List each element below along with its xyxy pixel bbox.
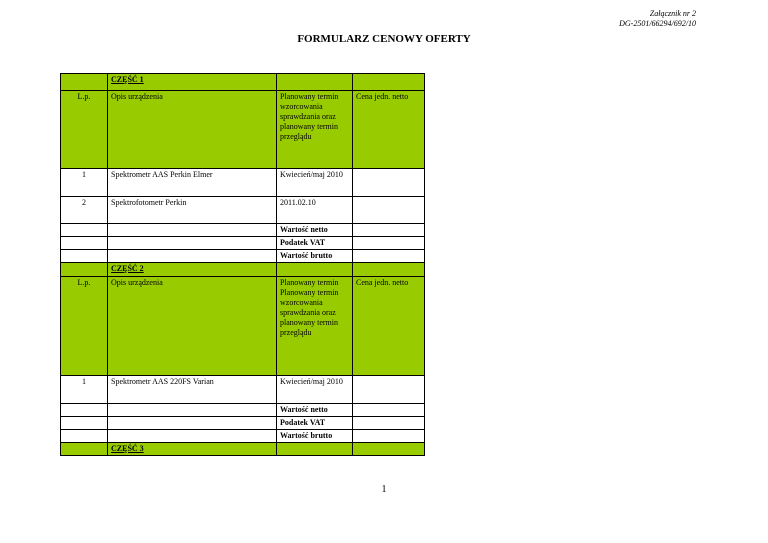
net-value-label: Wartość netto xyxy=(277,224,353,237)
part2-column-headers xyxy=(61,277,425,376)
gross-value-cell[interactable] xyxy=(353,250,425,263)
net-value-cell[interactable] xyxy=(353,224,425,237)
part2-vat-row xyxy=(61,417,425,430)
column-header-lp: L.p. xyxy=(61,277,108,376)
part3-heading: CZĘŚĆ 3 xyxy=(108,443,277,456)
gross-value-label: Wartość brutto xyxy=(277,250,353,263)
page-title: FORMULARZ CENOWY OFERTY xyxy=(297,33,471,45)
table-row xyxy=(61,169,425,197)
device-description: Spektrometr AAS 220FS Varian xyxy=(108,376,277,404)
part3-heading-row xyxy=(61,443,425,456)
column-header-planned-date: Planowany termin Planowany termin wzorcowania sprawdzania oraz planowany termin przeglądu xyxy=(277,277,353,376)
planned-date: 2011.02.10 xyxy=(277,197,353,224)
page-number: 1 xyxy=(381,484,387,495)
gross-value-label: Wartość brutto xyxy=(277,430,353,443)
vat-cell[interactable] xyxy=(353,417,425,430)
part1-heading: CZĘŚĆ 1 xyxy=(108,74,277,91)
part1-net-row xyxy=(61,224,425,237)
part1-vat-row xyxy=(61,237,425,250)
part2-heading-row xyxy=(61,263,425,277)
row-number: 2 xyxy=(61,197,108,224)
table-row xyxy=(61,197,425,224)
planned-date: Kwiecień/maj 2010 xyxy=(277,169,353,197)
net-value-cell[interactable] xyxy=(353,404,425,417)
vat-label: Podatek VAT xyxy=(277,237,353,250)
price-form-table xyxy=(60,73,425,456)
unit-price-cell[interactable] xyxy=(353,169,425,197)
part1-gross-row xyxy=(61,250,425,263)
net-value-label: Wartość netto xyxy=(277,404,353,417)
device-description: Spektrofotometr Perkin xyxy=(108,197,277,224)
gross-value-cell[interactable] xyxy=(353,430,425,443)
row-number: 1 xyxy=(61,376,108,404)
column-header-unit-price: Cena jedn. netto xyxy=(353,91,425,169)
unit-price-cell[interactable] xyxy=(353,376,425,404)
part2-net-row xyxy=(61,404,425,417)
column-header-planned-date: Planowany termin wzorcowania sprawdzania oraz planowany termin przeglądu xyxy=(277,91,353,169)
part2-gross-row xyxy=(61,430,425,443)
part1-heading-row xyxy=(61,74,425,91)
unit-price-cell[interactable] xyxy=(353,197,425,224)
part2-heading: CZĘŚĆ 2 xyxy=(108,263,277,277)
row-number: 1 xyxy=(61,169,108,197)
annex-label: Załącznik nr 2 xyxy=(649,9,696,18)
device-description: Spektrometr AAS Perkin Elmer xyxy=(108,169,277,197)
vat-label: Podatek VAT xyxy=(277,417,353,430)
vat-cell[interactable] xyxy=(353,237,425,250)
column-header-unit-price: Cena jedn. netto xyxy=(353,277,425,376)
column-header-lp: L.p. xyxy=(61,91,108,169)
annex-reference xyxy=(619,9,696,29)
document-number: DG-2501/66294/692/10 xyxy=(619,19,696,28)
column-header-description: Opis urządzenia xyxy=(108,91,277,169)
planned-date: Kwiecień/maj 2010 xyxy=(277,376,353,404)
table-row xyxy=(61,376,425,404)
column-header-description: Opis urządzenia xyxy=(108,277,277,376)
part1-column-headers xyxy=(61,91,425,169)
